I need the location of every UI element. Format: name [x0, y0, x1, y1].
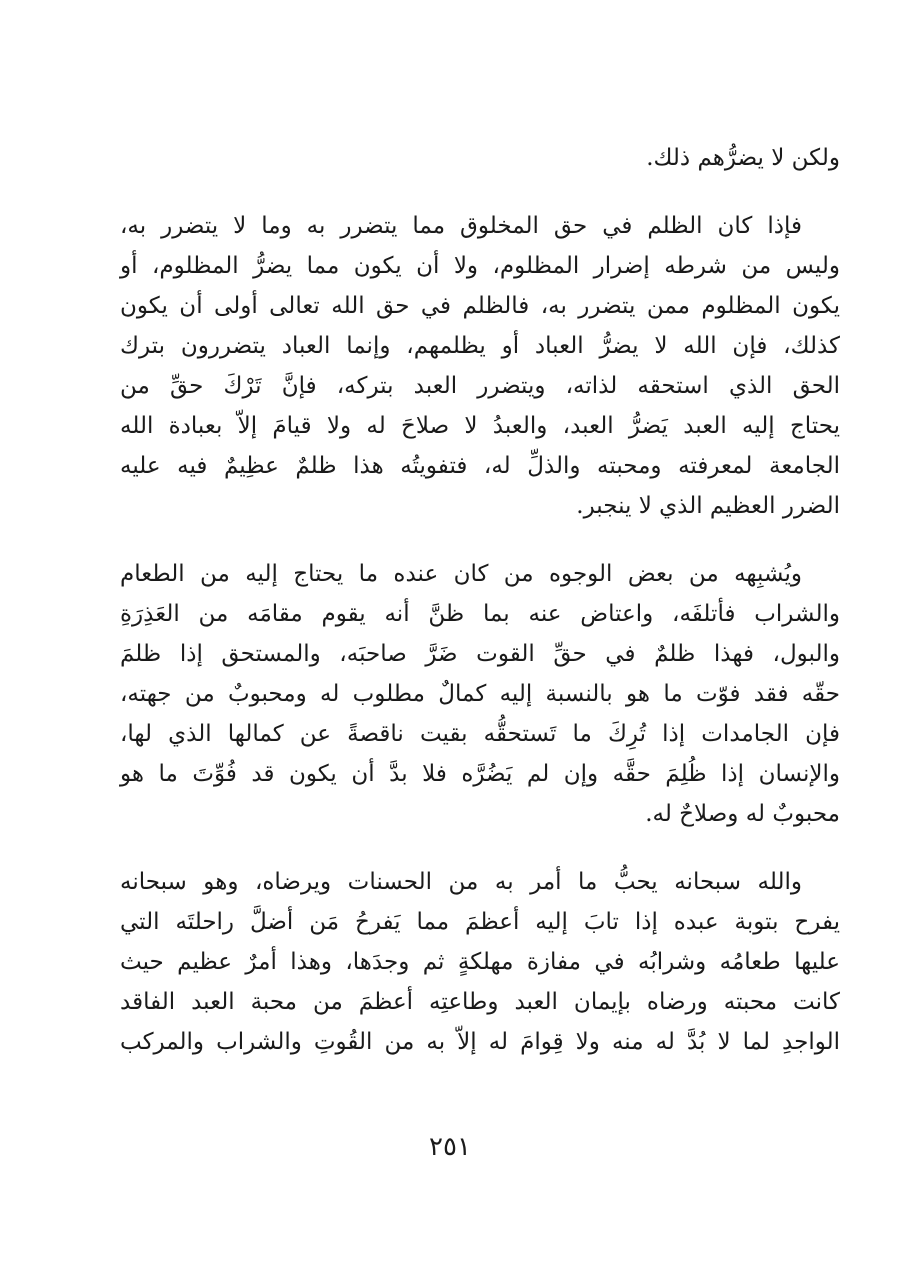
- text-line: عليها طعامُه وشرابُه في مفازة مهلكةٍ ثم وجدَها، وهذا أمرٌ عظيم حيث: [120, 949, 840, 975]
- text-line: فإن الجامدات إذا تُرِكَ ما تَستحقُّه بقيت ناقصةً عن كمالها الذي لها،: [120, 721, 840, 747]
- text-line: وليس من شرطه إضرار المظلوم، ولا أن يكون مما يضرُّ المظلوم، أو: [120, 253, 840, 279]
- text-line: ويُشبِهه من بعض الوجوه من كان عنده ما يحتاج إليه من الطعام: [120, 561, 802, 587]
- body-text: [120, 138, 840, 1090]
- text-line: كانت محبته ورضاه بإيمان العبد وطاعتِه أعظمَ من محبة العبد الفاقد: [120, 989, 840, 1015]
- text-line: يحتاج إليه العبد يَضرُّ العبد، والعبدُ لا صلاحَ له ولا قيامَ إلاّ بعبادة الله: [120, 413, 840, 439]
- text-line: والإنسان إذا ظُلِمَ حقَّه وإن لم يَضُرَّه فلا بدَّ أن يكون قد فُوِّتَ ما هو: [120, 761, 840, 787]
- text-line: والله سبحانه يحبُّ ما أمر به من الحسنات ويرضاه، وهو سبحانه: [120, 869, 802, 895]
- text-line: الواجدِ لما لا بُدَّ له منه ولا قِوامَ له إلاّ به من القُوتِ والشراب والمركب: [120, 1029, 840, 1055]
- text-line: يكون المظلوم ممن يتضرر به، فالظلم في حق الله تعالى أولى أن يكون: [120, 293, 840, 319]
- paragraph-3: [120, 554, 840, 834]
- text-line: فإذا كان الظلم في حق المخلوق مما يتضرر به وما لا يتضرر به،: [120, 213, 802, 239]
- page-number: ٢٥١: [429, 1132, 471, 1162]
- text-line: يفرح بتوبة عبده إذا تابَ إليه أعظمَ مما يَفرحُ مَن أضلَّ راحلتَه التي: [120, 909, 840, 935]
- paragraph-4: [120, 862, 840, 1062]
- text-line: محبوبٌ له وصلاحٌ له.: [645, 801, 840, 827]
- text-line: الحق الذي استحقه لذاته، ويتضرر العبد بتركه، فإنَّ تَرْكَ حقِّ من: [120, 373, 840, 399]
- text-line: ولكن لا يضرُّهم ذلك.: [646, 145, 840, 171]
- text-line: والبول، فهذا ظلمٌ في حقِّ القوت ضَرَّ صاحبَه، والمستحق إذا ظلمَ: [120, 641, 840, 667]
- paragraph-1: [120, 138, 840, 178]
- text-line: كذلك، فإن الله لا يضرُّ العباد أو يظلمهم، وإنما العباد يتضررون بترك: [120, 333, 840, 359]
- text-line: حقّه فقد فوّت ما هو بالنسبة إليه كمالٌ مطلوب له ومحبوبٌ من جهته،: [120, 681, 840, 707]
- text-line: الجامعة لمعرفته ومحبته والذلِّ له، فتفويتُه هذا ظلمٌ عظِيمٌ فيه عليه: [120, 453, 840, 479]
- paragraph-2: [120, 206, 840, 526]
- text-line: والشراب فأتلفَه، واعتاض عنه بما ظنَّ أنه يقوم مقامَه من العَذِرَةِ: [120, 601, 840, 627]
- text-line: الضرر العظيم الذي لا ينجبر.: [576, 493, 840, 519]
